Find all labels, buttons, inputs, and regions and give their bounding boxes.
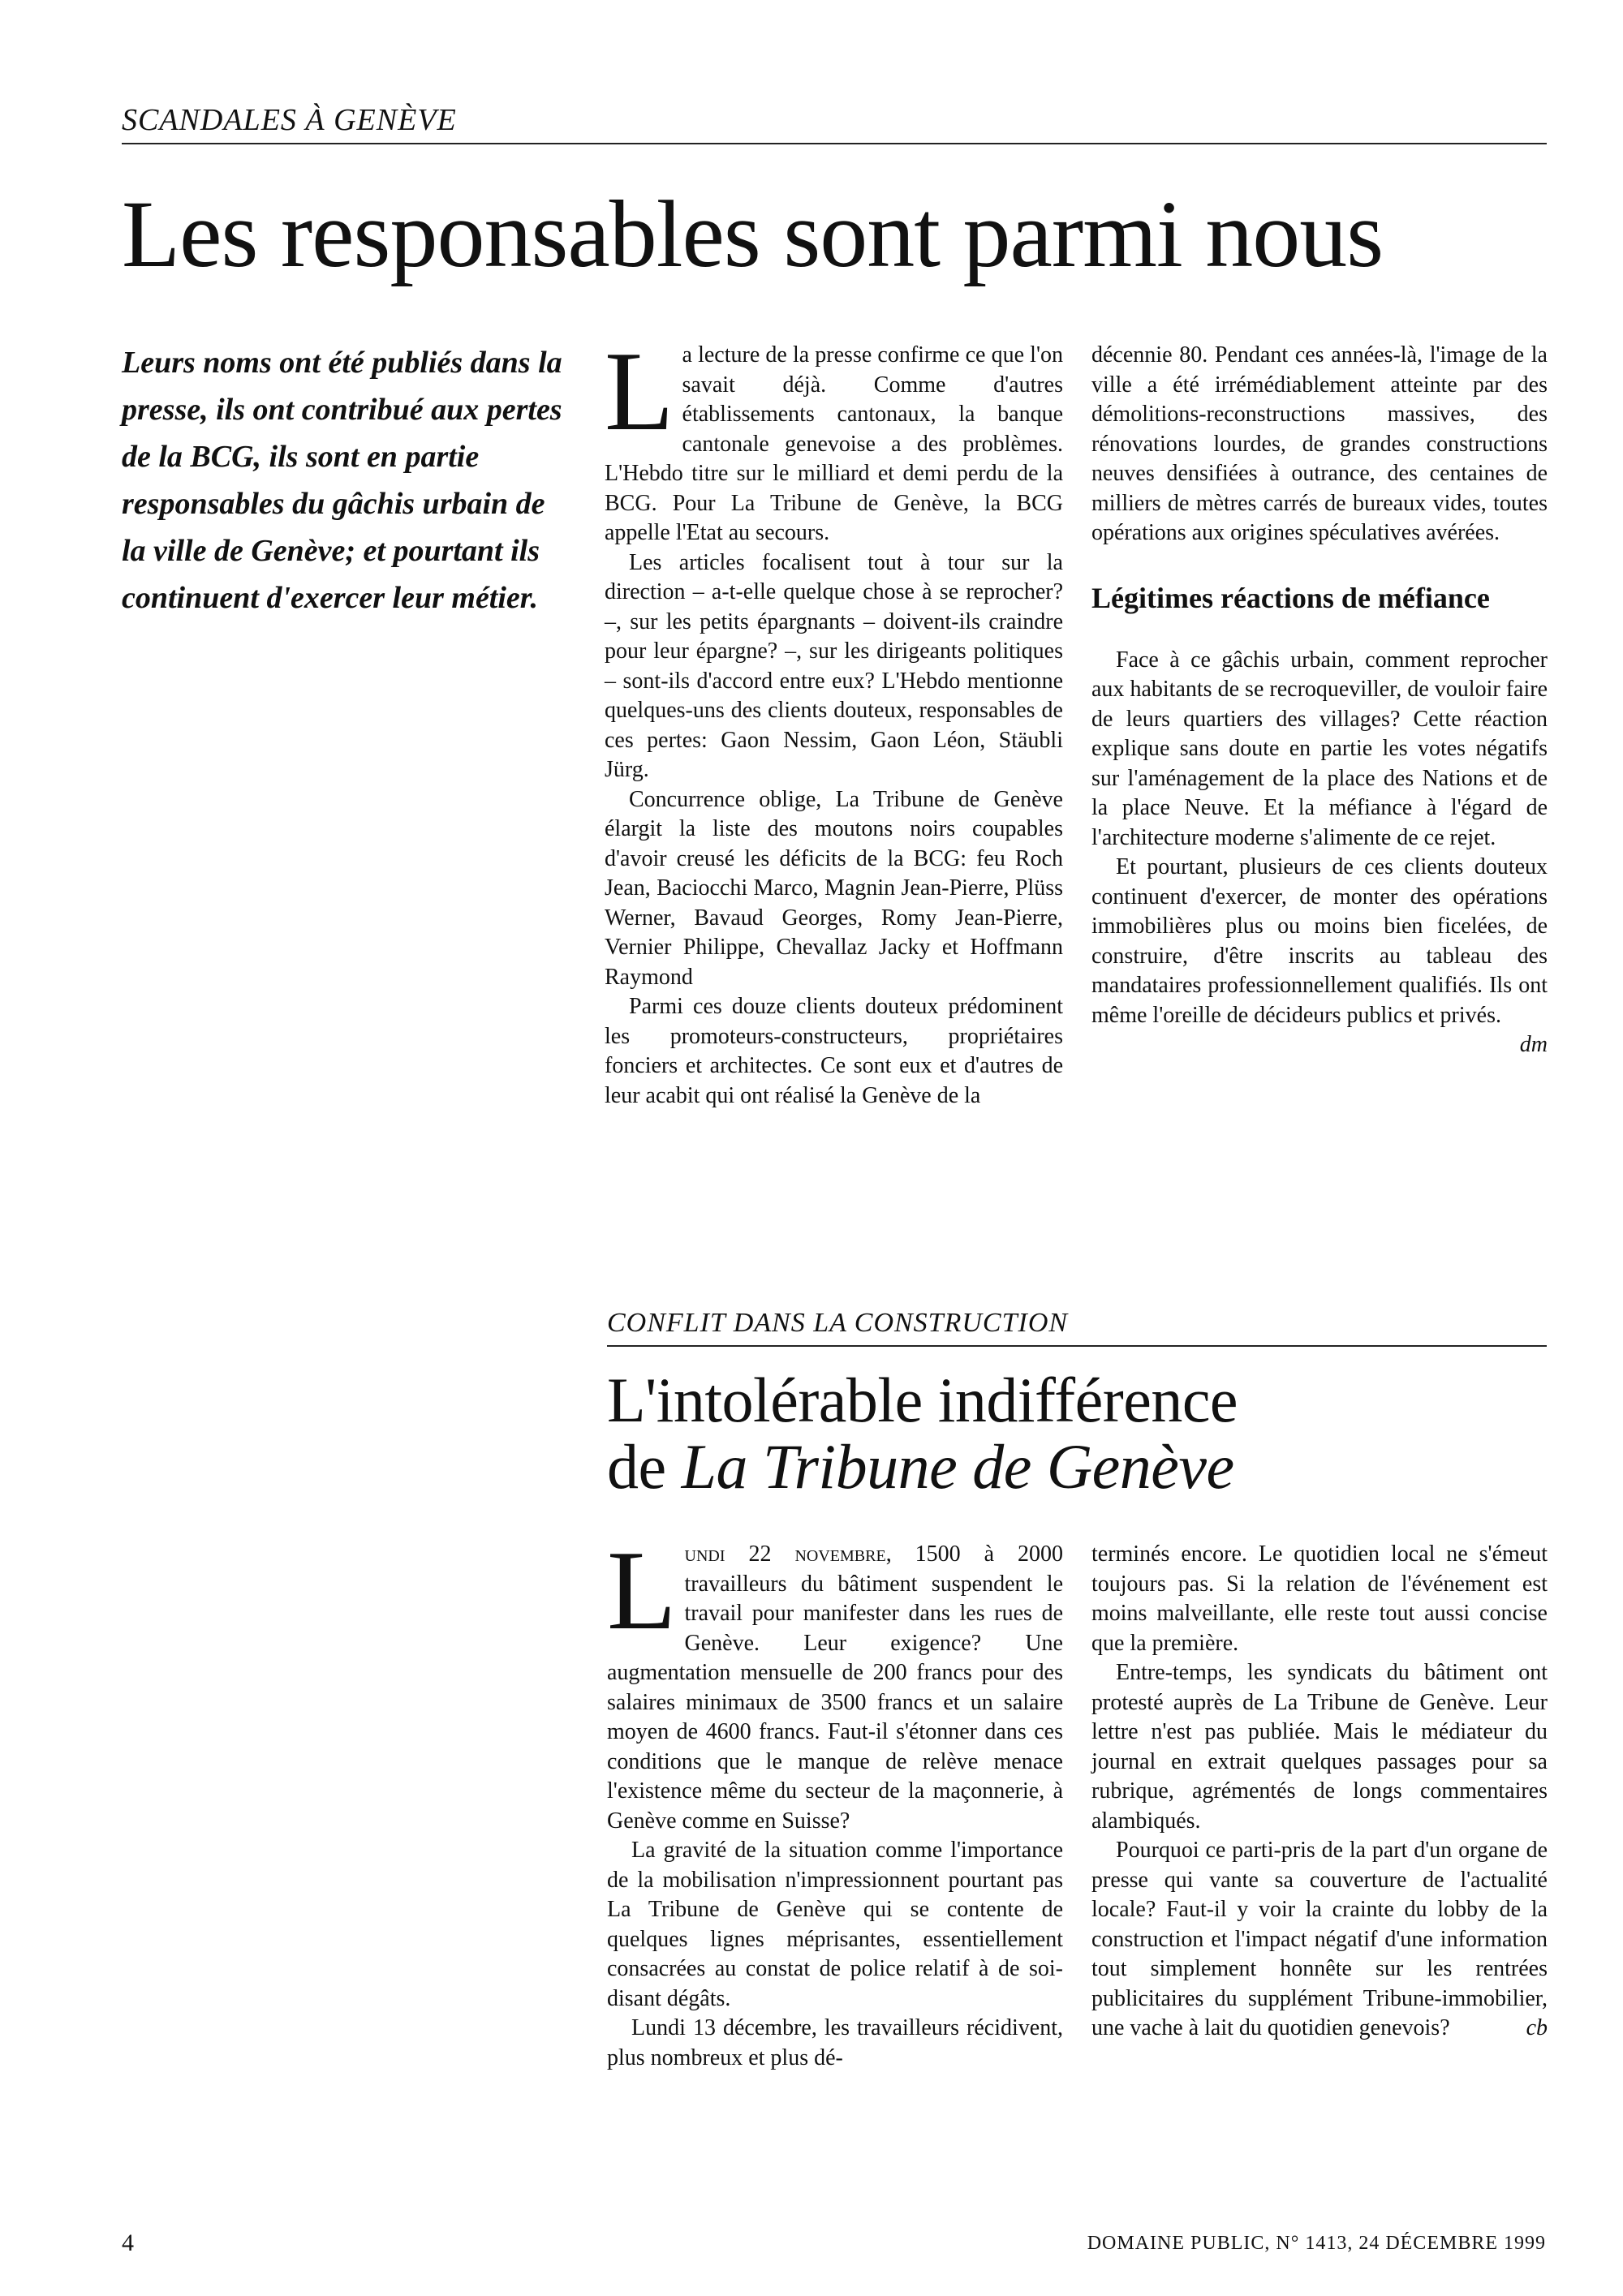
publication-info: DOMAINE PUBLIC, N° 1413, 24 DÉCEMBRE 1999 bbox=[1087, 2233, 1546, 2254]
paragraph: Et pourtant, plusieurs de ces clients douteux continuent d'exercer, de monter des opérations immobilières plus ou moins bien ficelées, de construire, d'être inscrits au tableau des mandataires professionnellement qualifiés. Ils ont même l'oreille de décideurs publics et privés. dm bbox=[1091, 853, 1548, 1030]
page-headline: Les responsables sont parmi nous bbox=[122, 181, 1384, 287]
article2-column-1 bbox=[607, 1528, 1064, 2073]
paragraph: , 1500 à 2000 travailleurs du bâtiment suspendent le travail pour manifester dans les rues de Genève. Leur exigence? Une augmentation mensuelle de 200 francs pour des salaires minimaux de 3500 francs et un salaire moyen de 4600 francs. Faut-il s'étonner dans ces conditions que le manque de relève menace l'existence même du secteur de la maçonnerie, à Genève comme en Suisse? bbox=[607, 1541, 1064, 1834]
drop-cap: L bbox=[607, 1528, 677, 1653]
paragraph: Face à ce gâchis urbain, comment reprocher aux habitants de se recroqueviller, de vouloir faire de leurs quartiers des villages? Cette réaction explique sans doute en partie les votes négatifs sur l'aménagement de la place des Nations et de la place Neuve. Et la méfiance à l'égard de l'architecture moderne s'alimente de ce rejet. bbox=[1091, 647, 1548, 850]
paragraph: décennie 80. Pendant ces années-là, l'image de la ville a été irrémédiablement atteinte par des démolitions-reconstructions massives, des rénovations lourdes, de grandes constructions neuves densifiées à outrance, des centaines de milliers de mètres carrés de bureaux vides, toutes opérations aux origines spéculatives avérées. bbox=[1091, 342, 1548, 545]
kicker-rule bbox=[122, 143, 1547, 144]
paragraph: Parmi ces douze clients douteux prédominent les promoteurs-constructeurs, propriétaires fonciers et architectes. Ce sont eux et d'autres de leur acabit qui ont réalisé la Genève de la bbox=[605, 994, 1063, 1108]
drop-cap: L bbox=[605, 329, 674, 454]
author-signature: dm bbox=[1519, 1032, 1548, 1057]
lead-paragraph: Leurs noms ont été publiés dans la presse, ils ont contribué aux pertes de la BCG, ils sont en partie responsables du gâchis urbain de la ville de Genève; et pourtant ils continuent d'exercer leur métier. bbox=[122, 346, 562, 615]
article1-column-1 bbox=[605, 329, 1063, 1111]
section-kicker: SCANDALES À GENÈVE bbox=[122, 103, 457, 137]
paragraph: Pourquoi ce parti-pris de la part d'un organe de presse qui vante sa couverture de l'actualité locale? Faut-il y voir la crainte du lobby de la construction et l'impact négatif d'une information tout simplement honnête sur les rentrées publicitaires du supplément Tribune-immobilier, une vache à lait du quotidien genevois? cb bbox=[1091, 1836, 1548, 2044]
article2-headline: L'intolérable indifférence de La Tribune de Genève bbox=[607, 1365, 1238, 1502]
author-signature: cb bbox=[1526, 2015, 1548, 2040]
small-caps-date: undi 22 novembre bbox=[684, 1541, 886, 1567]
paragraph: Les articles focalisent tout à tour sur la direction – a-t-elle quelque chose à se reprocher? –, sur les petits épargnants – doivent-ils craindre pour leur épargne? –, sur les dirigeants politiques – sont-ils d'accord entre eux? L'Hebdo mentionne quelques-uns des clients douteux, responsables de ces pertes: Gaon Nessim, Gaon Léon, Stäubli Jürg. bbox=[605, 549, 1063, 782]
paragraph: Entre-temps, les syndicats du bâtiment ont protesté auprès de La Tribune de Genève. Leur lettre n'est pas publiée. Mais le médiateur du journal en extrait quelques passages pour sa rubrique, agrémentés de longs commentaires alambiqués. bbox=[1091, 1660, 1548, 1834]
paragraph: a lecture de la presse confirme ce que l'on savait déjà. Comme d'autres établissements cantonaux, la banque cantonale genevoise a des problèmes. L'Hebdo titre sur le milliard et demi perdu de la BCG. Pour La Tribune de Genève, la BCG appelle l'Etat au secours. bbox=[605, 342, 1063, 545]
paragraph: Lundi 13 décembre, les travailleurs récidivent, plus nombreux et plus dé- bbox=[607, 2015, 1063, 2070]
subheading: Légitimes réactions de méfiance bbox=[1091, 581, 1490, 614]
paragraph: terminés encore. Le quotidien local ne s'émeut toujours pas. Si la relation de l'événement est moins malveillante, elle reste tout aussi concise que la première. bbox=[1091, 1541, 1548, 1656]
paragraph: La gravité de la situation comme l'importance de la mobilisation n'impressionnent pourtant pas La Tribune de Genève qui se contente de quelques lignes méprisantes, essentiellement consacrées au constat de police relatif à de soi-disant dégâts. bbox=[607, 1838, 1063, 2011]
article2-kicker-rule bbox=[607, 1345, 1547, 1347]
paragraph: Concurrence oblige, La Tribune de Genève élargit la liste des moutons noirs coupables d'avoir creusé les déficits de la BCG: feu Roch Jean, Baciocchi Marco, Magnin Jean-Pierre, Plüss Werner, Bavaud Georges, Romy Jean-Pierre, Vernier Philippe, Chevallaz Jacky et Hoffmann Raymond bbox=[605, 786, 1063, 990]
article2-kicker: CONFLIT DANS LA CONSTRUCTION bbox=[607, 1308, 1069, 1338]
article2-column-2 bbox=[1091, 1540, 1548, 2044]
page-number: 4 bbox=[122, 2229, 135, 2256]
article1-column-2 bbox=[1091, 341, 1548, 1060]
